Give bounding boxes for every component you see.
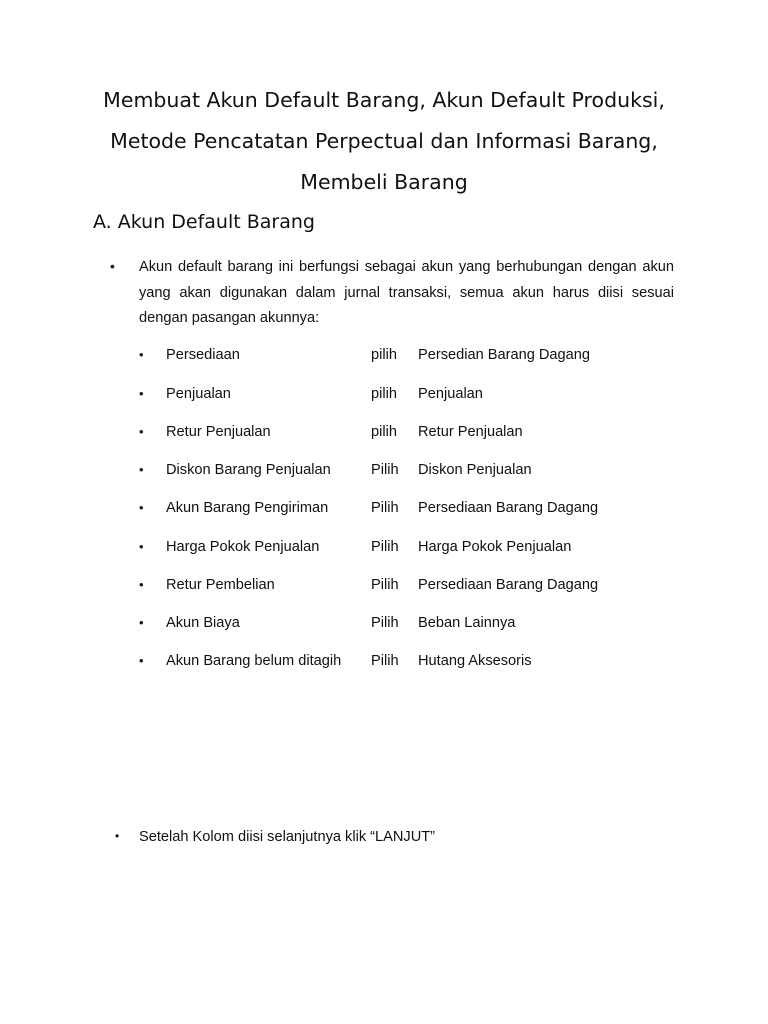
list-item — [0, 382, 768, 406]
target-account: Persediaan Barang Dagang — [418, 577, 599, 593]
list-bullet: • — [139, 653, 144, 668]
intro-bullet: • — [110, 258, 115, 274]
list-bullet: • — [139, 577, 144, 592]
final-bullet: • — [115, 829, 120, 843]
account-name: Akun Barang Pengiriman — [166, 500, 329, 516]
title-line-3: Membeli Barang — [300, 170, 468, 194]
intro-paragraph: Akun default barang ini berfungsi sebagai akun yang berhubungan dengan akun yang akan digunakan dalam jurnal transaksi, semua akun harus diisi sesuai dengan pasangan akunnya: — [139, 259, 674, 326]
action-word: Pilih — [371, 615, 399, 631]
target-account: Diskon Penjualan — [418, 462, 532, 478]
account-name: Penjualan — [166, 386, 231, 402]
account-name: Retur Penjualan — [166, 424, 271, 440]
list-bullet: • — [139, 462, 144, 477]
list-item — [0, 611, 768, 635]
target-account: Hutang Aksesoris — [418, 653, 532, 669]
target-account: Retur Penjualan — [418, 424, 523, 440]
section-heading: A. Akun Default Barang — [93, 211, 315, 233]
action-word: pilih — [371, 347, 397, 363]
target-account: Persediaan Barang Dagang — [418, 500, 599, 516]
list-item — [0, 458, 768, 482]
action-word: Pilih — [371, 577, 399, 593]
list-item — [0, 649, 768, 673]
action-word: pilih — [371, 424, 397, 440]
action-word: Pilih — [371, 500, 399, 516]
action-word: Pilih — [371, 653, 399, 669]
target-account: Persedian Barang Dagang — [418, 347, 591, 363]
account-name: Akun Barang belum ditagih — [166, 653, 342, 669]
account-name: Harga Pokok Penjualan — [166, 539, 320, 555]
action-word: Pilih — [371, 539, 399, 555]
title-line-1: Membuat Akun Default Barang, Akun Default Produksi, — [103, 88, 665, 112]
list-item — [0, 420, 768, 444]
target-account: Beban Lainnya — [418, 615, 516, 631]
list-item — [0, 573, 768, 597]
list-bullet: • — [139, 615, 144, 630]
account-name: Retur Pembelian — [166, 577, 275, 593]
target-account: Harga Pokok Penjualan — [418, 539, 572, 555]
list-bullet: • — [139, 539, 144, 554]
account-name: Akun Biaya — [166, 615, 240, 631]
target-account: Penjualan — [418, 386, 483, 402]
list-item — [0, 343, 768, 367]
list-item — [0, 496, 768, 520]
action-word: pilih — [371, 386, 397, 402]
list-bullet: • — [139, 386, 144, 401]
account-name: Diskon Barang Penjualan — [166, 462, 331, 478]
account-name: Persediaan — [166, 347, 240, 363]
action-word: Pilih — [371, 462, 399, 478]
final-instruction: Setelah Kolom diisi selanjutnya klik “LANJUT” — [139, 829, 436, 845]
list-bullet: • — [139, 347, 144, 362]
title-line-2: Metode Pencatatan Perpectual dan Informasi Barang, — [110, 129, 658, 153]
list-item — [0, 535, 768, 559]
list-bullet: • — [139, 500, 144, 515]
list-bullet: • — [139, 424, 144, 439]
